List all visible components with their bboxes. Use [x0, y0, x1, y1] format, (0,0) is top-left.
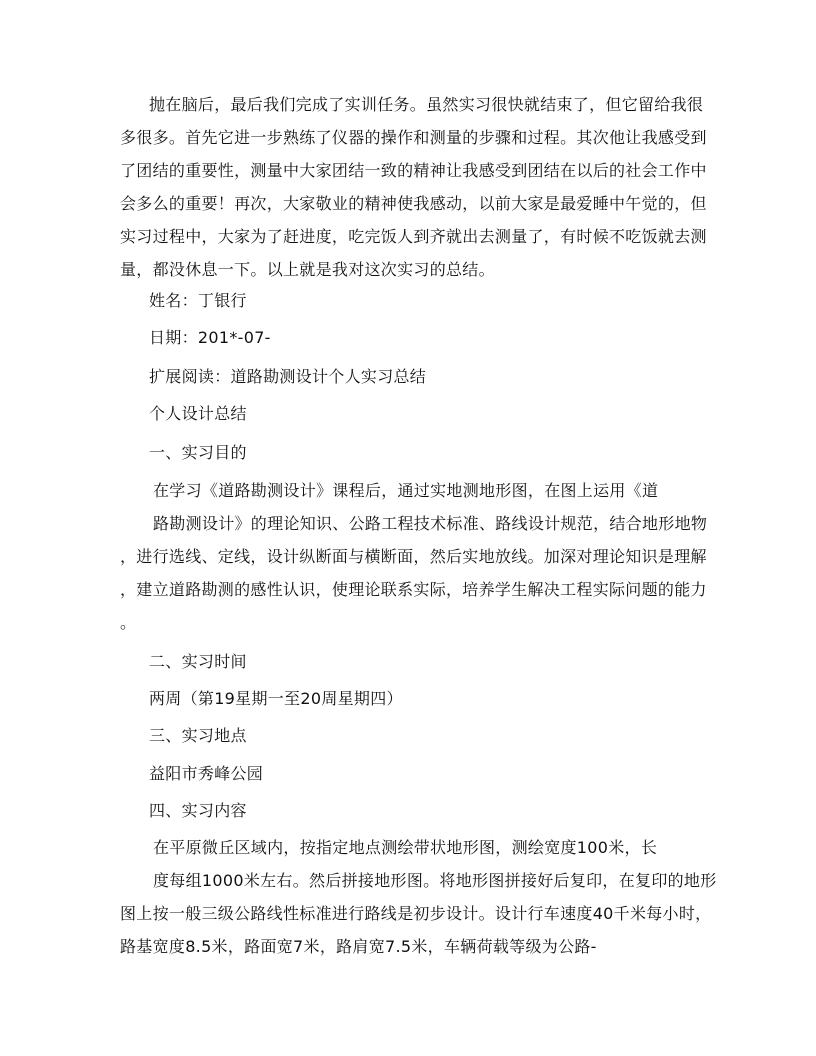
text-line: 多很多。首先它进一步熟练了仪器的操作和测量的步骤和过程。其次他让我感受到: [120, 128, 707, 147]
text-line: 路勘测设计》的理论知识、公路工程技术标准、路线设计规范，结合地形地物: [153, 514, 708, 533]
text-line: 抛在脑后，最后我们完成了实训任务。虽然实习很快就结束了，但它留给我很: [149, 95, 704, 114]
section-body: 益阳市秀峰公园: [149, 764, 264, 783]
section-body: 两周（第19星期一至20周星期四）: [149, 689, 403, 708]
text-line: 度每组1000米左右。然后拼接地形图。将地形图拼接好后复印，在复印的地形: [153, 871, 717, 890]
text-line: ，建立道路勘测的感性认识，使理论联系实际，培养学生解决工程实际问题的能力: [120, 580, 707, 599]
text-line: 图上按一般三级公路线性标准进行路线是初步设计。设计行车速度40千米每小时，: [120, 904, 712, 923]
section-heading: 三、实习地点: [149, 726, 247, 745]
text-line: 量，都没休息一下。以上就是我对这次实习的总结。: [120, 260, 495, 279]
text-line: 路基宽度8.5米，路面宽7米，路肩宽7.5米，车辆荷载等级为公路-: [120, 937, 597, 956]
section-heading: 二、实习时间: [149, 652, 247, 671]
text-line: 实习过程中，大家为了赶进度，吃完饭人到齐就出去测量了，有时候不吃饭就去测: [120, 227, 707, 246]
content-paragraph: [120, 831, 717, 963]
text-line: 在学习《道路勘测设计》课程后，通过实地测地形图，在图上运用《道: [153, 481, 659, 500]
extended-reading-title: 扩展阅读：道路勘测设计个人实习总结: [149, 367, 427, 386]
text-line: 在平原微丘区域内，按指定地点测绘带状地形图，测绘宽度100米，长: [153, 838, 658, 857]
document-title: 个人设计总结: [149, 404, 247, 423]
section-heading: 四、实习内容: [149, 801, 247, 820]
purpose-paragraph: [120, 474, 708, 639]
text-line: 了团结的重要性，测量中大家团结一致的精神让我感受到团结在以后的社会工作中: [120, 161, 707, 180]
summary-paragraph: [120, 88, 707, 286]
author-name: 姓名：丁银行: [149, 291, 247, 310]
text-line: 。: [120, 613, 137, 632]
section-heading: 一、实习目的: [149, 443, 247, 462]
date-line: 日期：201*-07-: [149, 328, 271, 347]
text-line: ，进行选线、定线，设计纵断面与横断面，然后实地放线。加深对理论知识是理解: [120, 547, 707, 566]
text-line: 会多么的重要！再次，大家敬业的精神使我感动，以前大家是最爱睡中午觉的，但: [120, 194, 707, 213]
